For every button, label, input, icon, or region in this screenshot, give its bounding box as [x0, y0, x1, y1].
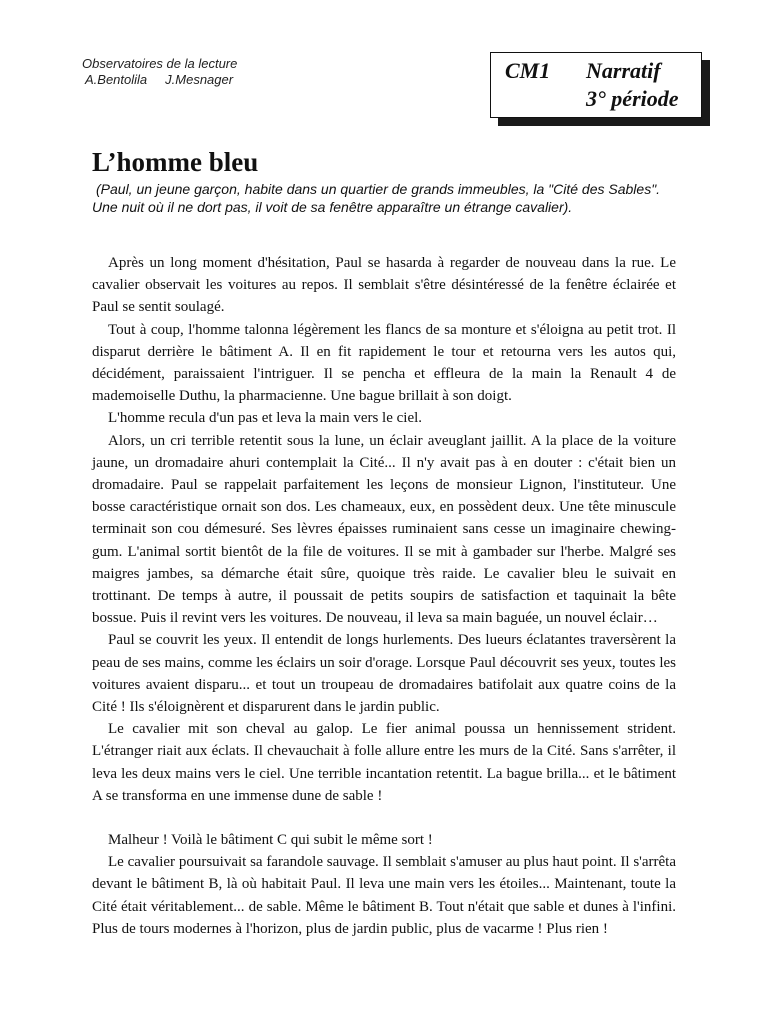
paragraph: Après un long moment d'hésitation, Paul se hasarda à regarder de nouveau dans la rue. Le cavalier observait les voitures au repos. Il semblait s'être désintéressé de la fenêtre éclairée et Paul se sentit soulagé. — [92, 255, 676, 316]
paragraph: Le cavalier mit son cheval au galop. Le fier animal poussa un hennissement strident. L'étranger riait aux éclats. Il chevauchait à folle allure entre les murs de la Cité. Sans s'arrêter, il leva les deux mains vers le ciel. Une terrible incantation retentit. La bague brilla... et le bâtiment A se transforma en une immense dune de sable ! — [92, 721, 676, 804]
paragraph: Paul se couvrit les yeux. Il entendit de longs hurlements. Des lueurs éclatantes traversèrent la peau de ses mains, comme les éclairs un soir d'orage. Lorsque Paul découvrit ses yeux, toutes les voitures avaient disparu... et tout un troupeau de dromadaires batifolait aux quatre coins de la Cité ! Ils s'éloignèrent et disparurent dans le jardin public. — [92, 632, 676, 716]
paragraph: Le cavalier poursuivait sa farandole sauvage. Il semblait s'amuser au plus haut point. Il s'arrêta devant le bâtiment B, là où habitait Paul. Il leva une main vers les étoiles... Maintenant, toute la Cité était véritablement... de sable. Même le bâtiment B. Tout n'était que sable et dunes à l'infini. Plus de tours modernes à l'horizon, plus de jardin public, plus de vacarme ! Plus rien ! — [92, 854, 676, 937]
badge-level: CM1 — [505, 58, 551, 83]
paragraph: Alors, un cri terrible retentit sous la lune, un éclair aveuglant jaillit. A la place de la voiture jaune, un dromadaire ahuri contemplait la Cité... Il n'y avait pas à en douter : c'était bien un dromadaire. Paul se rappelait parfaitement les leçons de monsieur Lignon, l'instituteur. Une bosse caractéristique ornait son dos. Les chameaux, eux, en possèdent deux. Une tête minuscule terminait son cou démesuré. Ses lèvres épaisses ruminaient sans cesse un imaginaire chewing-gum. L'animal sortit bientôt de la file de voitures. Il se mit à gambader sur l'herbe. Malgré ses maigres jambes, sa démarche était sûre, quoique très raide. Le cavalier bleu le suivait en trottinant. De temps à autre, il poussait de petits soupirs de satisfaction et taquinait la bête bossue. Puis il revint vers les voitures. De nouveau, il leva sa main baguée, un nouvel éclair… — [92, 432, 676, 627]
author-2: J.Mesnager — [165, 72, 234, 87]
source-credits — [82, 56, 237, 88]
level-badge — [490, 52, 702, 118]
source-title: Observatoires de la lecture — [82, 56, 238, 71]
paragraph: Malheur ! Voilà le bâtiment C qui subit le même sort ! — [108, 832, 433, 849]
paragraph: Tout à coup, l'homme talonna légèrement les flancs de sa monture et s'éloigna au petit trot. Il disparut derrière le bâtiment A. Il en fit rapidement le tour et retourna vers les autos qui, décidément, paraissaient l'intriguer. Il se pencha et effleura de la main la Renault 4 de mademoiselle Duthu, la pharmacienne. Une bague brillait à son doigt. — [92, 321, 676, 405]
badge-period: 3° période — [586, 86, 679, 111]
document-title: L’homme bleu — [92, 147, 259, 177]
paragraph: L'homme recula d'un pas et leva la main vers le ciel. — [108, 410, 423, 427]
author-1: A.Bentolila — [85, 72, 148, 87]
authors — [82, 72, 237, 88]
story-body — [92, 252, 676, 940]
intro-summary: (Paul, un jeune garçon, habite dans un quartier de grands immeubles, la "Cité des Sables". Une nuit où il ne dort pas, il voit de sa fenêtre apparaître un étrange cavalier). — [92, 181, 661, 215]
badge-kind: Narratif — [586, 58, 661, 83]
